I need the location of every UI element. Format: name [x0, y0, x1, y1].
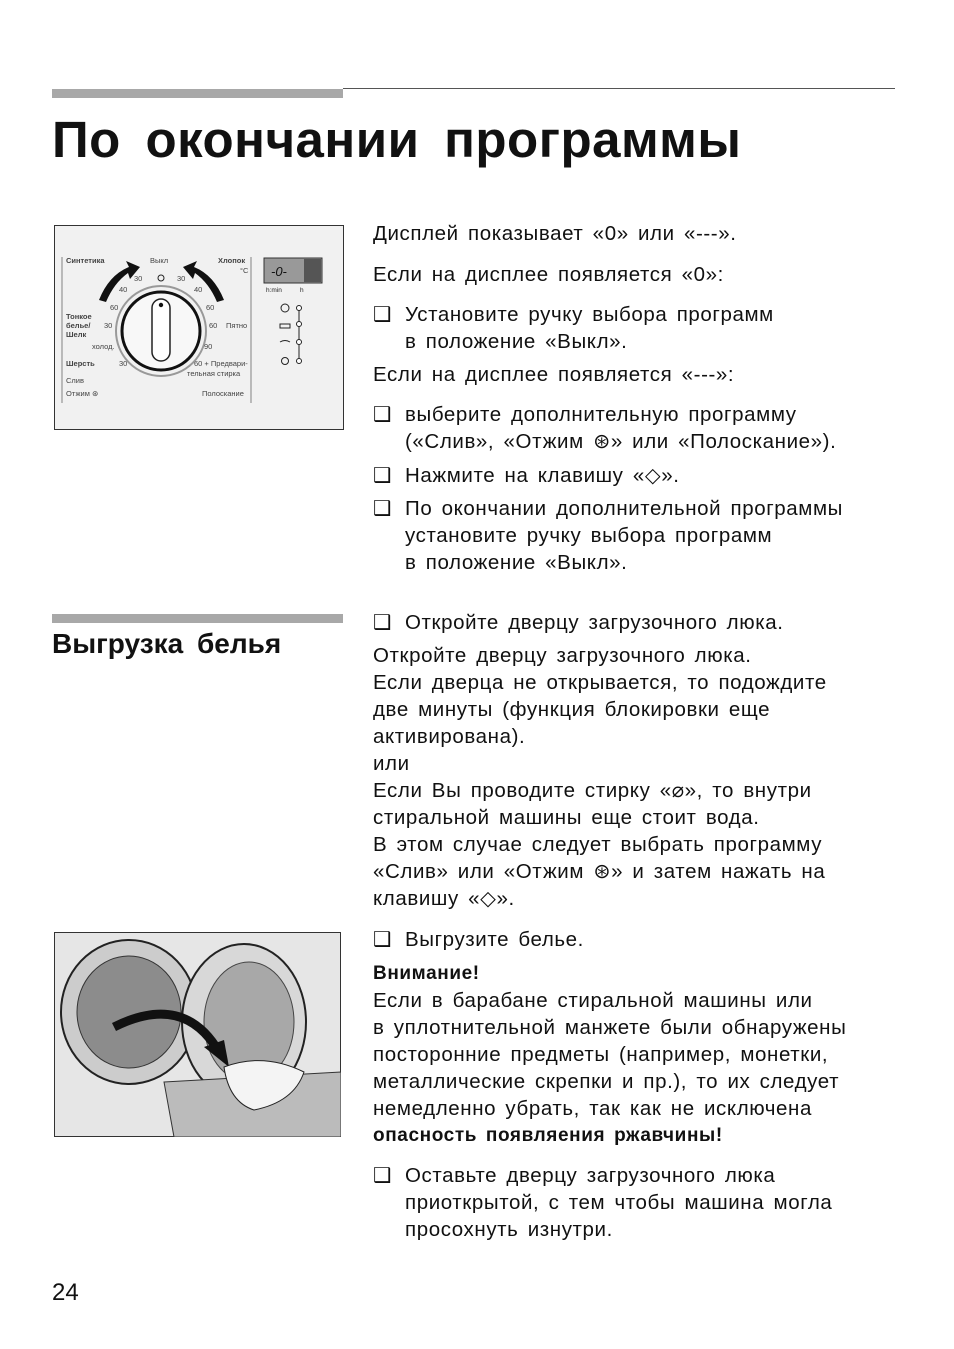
svg-text:90: 90 [204, 342, 213, 351]
section-title: Выгрузка белья [52, 628, 282, 659]
bullet-open-door [373, 609, 945, 636]
svg-text:белье/: белье/ [66, 321, 91, 330]
svg-text:Хлопок: Хлопок [218, 256, 246, 265]
svg-text:Пятно: Пятно [226, 321, 248, 330]
line: активирована). [373, 725, 526, 748]
header-bar [52, 89, 343, 98]
svg-text:°C: °C [240, 266, 249, 275]
warning-bold-line: опасность появляения ржавчины! [373, 1125, 723, 1146]
svg-text:Выкл: Выкл [150, 256, 169, 265]
control-panel-illustration [54, 225, 344, 430]
line: Нажмите на клавишу «◇». [405, 464, 680, 487]
if-zero-text: Если на дисплее появляется «0»: [373, 263, 724, 286]
svg-text:тельная стирка: тельная стирка [187, 369, 241, 378]
svg-text:h: h [300, 287, 304, 294]
line: немедленно убрать, так как не исключена [373, 1097, 812, 1120]
line: посторонние предметы (например, монетки, [373, 1043, 829, 1066]
page-title: По окончании программы [52, 111, 742, 168]
svg-text:60: 60 [209, 321, 218, 330]
line: В этом случае следует выбрать программу [373, 833, 823, 856]
unloading-laundry-illustration [54, 932, 341, 1137]
bullet-checkbox-icon: ❑ [373, 928, 392, 951]
line: просохнуть изнутри. [405, 1218, 613, 1241]
page-number: 24 [52, 1279, 79, 1306]
svg-text:Полоскание: Полоскание [202, 389, 244, 398]
line: Если Вы проводите стирку «⌀», то внутри [373, 779, 812, 802]
svg-text:30: 30 [119, 359, 128, 368]
svg-text:Слив: Слив [66, 376, 84, 385]
bullet-choose-program [373, 401, 945, 455]
line: Если дверца не открывается, то подождите [373, 671, 827, 694]
bullet-leave-door-open [373, 1162, 945, 1243]
bullet-unload [373, 926, 945, 953]
bullet-checkbox-icon: ❑ [373, 464, 392, 487]
svg-text:60: 60 [110, 303, 119, 312]
line: две минуты (функция блокировки еще [373, 698, 771, 721]
bullet-checkbox-icon: ❑ [373, 497, 392, 520]
display-info: Дисплей показывает «0» или «---». [373, 222, 737, 245]
line: выберите дополнительную программу [405, 403, 797, 426]
svg-text:60 + Предвари-: 60 + Предвари- [194, 359, 248, 368]
line: в положение «Выкл». [405, 330, 628, 353]
svg-text:60: 60 [206, 303, 215, 312]
line: в уплотнительной манжете были обнаружены [373, 1016, 847, 1039]
line: Если в барабане стиральной машины или [373, 989, 813, 1012]
svg-text:-0-: -0- [271, 264, 287, 279]
header-rule [343, 88, 895, 89]
bullet-checkbox-icon: ❑ [373, 1164, 392, 1187]
svg-text:30: 30 [104, 321, 113, 330]
line: или [373, 752, 410, 775]
svg-text:40: 40 [119, 285, 128, 294]
if-dashes-text: Если на дисплее появляется «---»: [373, 363, 735, 386]
bullet-set-off [373, 301, 945, 355]
bullet-checkbox-icon: ❑ [373, 403, 392, 426]
line: «Слив» или «Отжим ⊛» и затем нажать на [373, 860, 826, 883]
warning-title: Внимание! [373, 963, 480, 984]
line: Оставьте дверцу загрузочного люка [405, 1164, 776, 1187]
line: в положение «Выкл». [405, 551, 628, 574]
svg-text:Отжим ⊛: Отжим ⊛ [66, 389, 99, 398]
line: Выгрузите белье. [405, 928, 584, 951]
bullet-checkbox-icon: ❑ [373, 303, 392, 326]
svg-text:Тонкое: Тонкое [66, 312, 92, 321]
line: Откройте дверцу загрузочного люка. [405, 611, 784, 634]
svg-text:40: 40 [194, 285, 203, 294]
svg-text:холод.: холод. [92, 342, 115, 351]
line: металлические скрепки и пр.), то их следует [373, 1070, 840, 1093]
svg-text:Шелк: Шелк [66, 330, 87, 339]
bullet-after-program [373, 495, 945, 576]
line: установите ручку выбора программ [405, 524, 773, 547]
line: стиральной машины еще стоит вода. [373, 806, 760, 829]
svg-text:Шерсть: Шерсть [66, 359, 95, 368]
line: приоткрытой, с тем чтобы машина могла [405, 1191, 833, 1214]
line: («Слив», «Отжим ⊛» или «Полоскание»). [405, 430, 837, 453]
svg-text:30: 30 [134, 274, 143, 283]
bullet-checkbox-icon: ❑ [373, 611, 392, 634]
line: По окончании дополнительной программы [405, 497, 843, 520]
svg-text:30: 30 [177, 274, 186, 283]
open-door-paragraph [373, 642, 913, 912]
svg-text:h:min: h:min [266, 287, 282, 294]
bullet-press-key [373, 462, 945, 489]
line: Откройте дверцу загрузочного люка. [373, 644, 752, 667]
line: Установите ручку выбора программ [405, 303, 774, 326]
warning-block [373, 960, 913, 1149]
svg-text:Синтетика: Синтетика [66, 256, 105, 265]
section-bar [52, 614, 343, 623]
line: клавишу «◇». [373, 887, 515, 910]
